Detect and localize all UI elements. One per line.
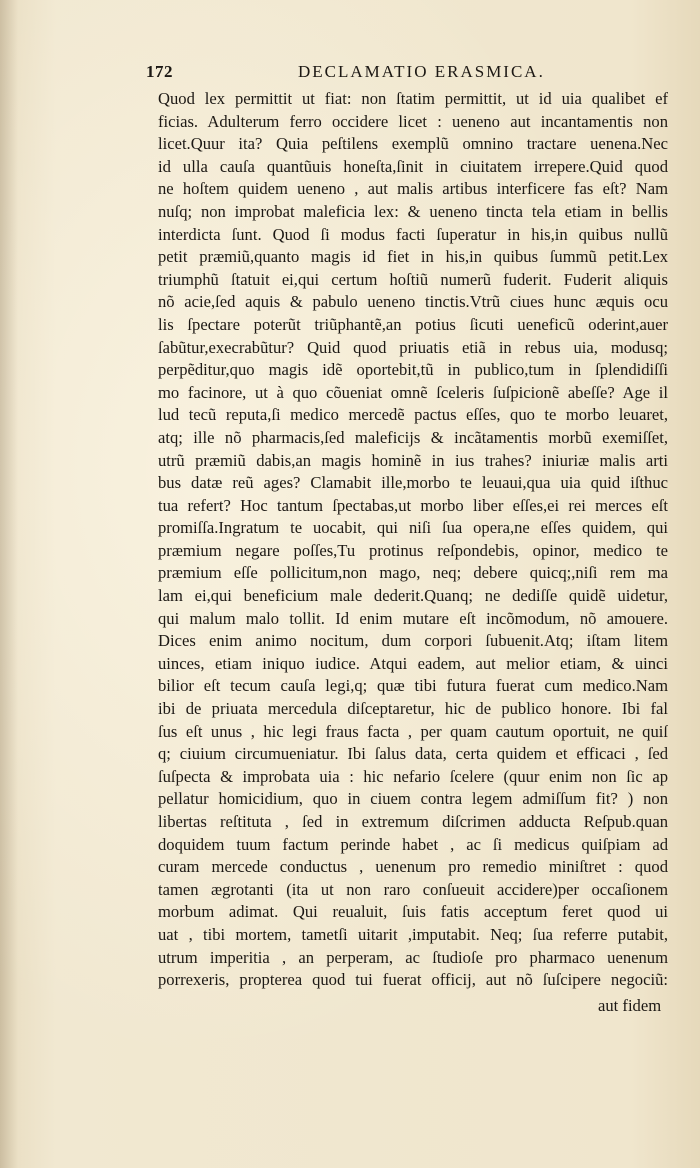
text-line: uat , tibi mortem, tametſi uitarit ,imputabit. Neq; ſua referre putabit, (158, 924, 668, 944)
text-line: promiſſa.Ingratum te uocabit, qui niſi ſua opera,ne eſſes quidem, qui (158, 518, 668, 538)
page-header (146, 62, 556, 86)
catchword: aut fidem (598, 996, 662, 1015)
text-line: petit præmiũ,quanto magis id fiet in his,in quibus ſummũ petit.Lex (158, 247, 668, 267)
text-line: curam mercede conductus , uenenum pro remedio miniſtret : quod (158, 857, 668, 877)
text-line: præmium eſſe pollicitum,non mago, neq; debere quicq;,niſi rem ma (158, 563, 668, 583)
text-line: nuſq; non improbat maleficia lex: & ueneno tincta tela etiam in bellis (158, 201, 668, 221)
text-line: ficias. Adulterum ferro occidere licet : ueneno aut incantamentis non (158, 111, 668, 131)
text-line: ſus eſt unus , hic legi fraus facta , per quam cautum oportuit, ne quiſ (158, 721, 668, 741)
text-line: id ulla cauſa quantũuis honeſta,ſinit in ciuitatem irrepere.Quid quod (158, 156, 668, 176)
text-line: morbum adimat. Qui reualuit, ſuis fatis acceptum feret quod ui (158, 902, 668, 922)
text-line: licet.Quur ita? Quia peſtilens exemplũ omnino tractare uenena.Nec (158, 134, 668, 154)
text-line: ibi de priuata mercedula diſceptaretur, hic de publico honore. Ibi fal (158, 699, 668, 719)
folio-number: 172 (146, 62, 173, 81)
text-line: utrum imperitia , an perperam, ac ſtudioſe pro pharmaco uenenum (158, 947, 668, 967)
text-line: qui malum malo tollit. Id enim mutare eſt incõmodum, nõ amouere. (158, 608, 668, 628)
text-line: lud tecũ reputa,ſi medico mercedẽ pactus eſſes, quo te morbo leuaret, (158, 405, 668, 425)
text-line: mo facinore, ut à quo cõueniat omnẽ ſceleris ſuſpicionẽ abeſſe? Age il (158, 382, 668, 402)
text-line: ſuſpecta & improbata uia : hic nefario ſcelere (quur enim non ſic ap (158, 766, 668, 786)
text-line: libertas reſtituta , ſed in extremum diſcrimen adducta Reſpub.quan (158, 812, 668, 831)
text-line: præmium negare poſſes,Tu protinus reſpondebis, opinor, medico te (158, 540, 668, 560)
text-line: bilior eſt tecum cauſa legi,q; quæ tibi futura fuerat cum medico.Nam (158, 676, 668, 696)
text-line: ne hoſtem quidem ueneno , aut malis artibus interficere fas eſt? Nam (158, 179, 668, 199)
text-line: q; ciuium circumueniatur. Ibi ſalus data, certa quidem et efficaci , ſed (158, 744, 668, 764)
text-line: pellatur homicidium, quo in ciuem contra legem admiſſum fit? ) non (158, 789, 668, 809)
text-line: uinces, etiam iniquo iudice. Atqui eadem, aut melior etiam, & uinci (158, 653, 668, 673)
spine-shadow (0, 0, 18, 1168)
text-line: doquidem tuum factum perinde habet , ac ſi medicus quiſpiam ad (158, 834, 668, 854)
text-block (158, 88, 668, 992)
text-line: atq; ille nõ pharmacis,ſed maleficijs & incãtamentis morbũ exemiſſet, (158, 427, 668, 447)
text-line: interdicta ſunt. Quod ſi modus facti ſuperatur in his,in quibus nullũ (158, 224, 668, 244)
text-line: Quod lex permittit ut fiat: non ſtatim permittit, ut id uia qualibet ef (158, 89, 668, 108)
text-line: porrexeris, propterea quod tui fuerat officij, aut nõ ſuſcipere negociũ: (158, 970, 668, 990)
running-head: DECLAMATIO ERASMICA. (298, 62, 545, 81)
text-line: triumphũ ſtatuit ei,qui certum hoſtiũ numerũ fuderit. Fuderit aliquis (158, 269, 668, 289)
text-line: bus datæ reũ ages? Clamabit ille,morbo te leuaui,qua uia quid iſthuc (158, 473, 668, 493)
text-line: lam ei,qui beneficium male dederit.Quanq; ne dediſſe quidẽ uidetur, (158, 586, 668, 606)
text-line: tua refert? Hoc tantum ſpectabas,ut morbo liber eſſes,ei rei merces eſt (158, 495, 668, 515)
text-line: tamen ægrotanti (ita ut non raro conſueuit accidere)per occaſionem (158, 879, 668, 899)
text-line: utrũ præmiũ dabis,an magis hominẽ in ius trahes? iniuriæ malis arti (158, 450, 668, 470)
text-line: nõ acie,ſed aquis & pabulo ueneno tinctis.Vtrũ ciues hunc æquis ocu (158, 292, 668, 312)
text-line: ſabũtur,execrabũtur? Quid quod priuatis etiã in rebus uia, modusq; (158, 337, 668, 357)
text-line: lis ſpectare poterũt triũphantẽ,an potius ſicuti ueneficũ oderint,auer (158, 314, 668, 334)
text-line: perpẽditur,quo magis idẽ oportebit,tũ in publico,tum in ſplendidiſſi (158, 360, 668, 380)
text-line: Dices enim animo nocitum, dum corpori ſubuenit.Atq; iſtam litem (158, 631, 668, 651)
